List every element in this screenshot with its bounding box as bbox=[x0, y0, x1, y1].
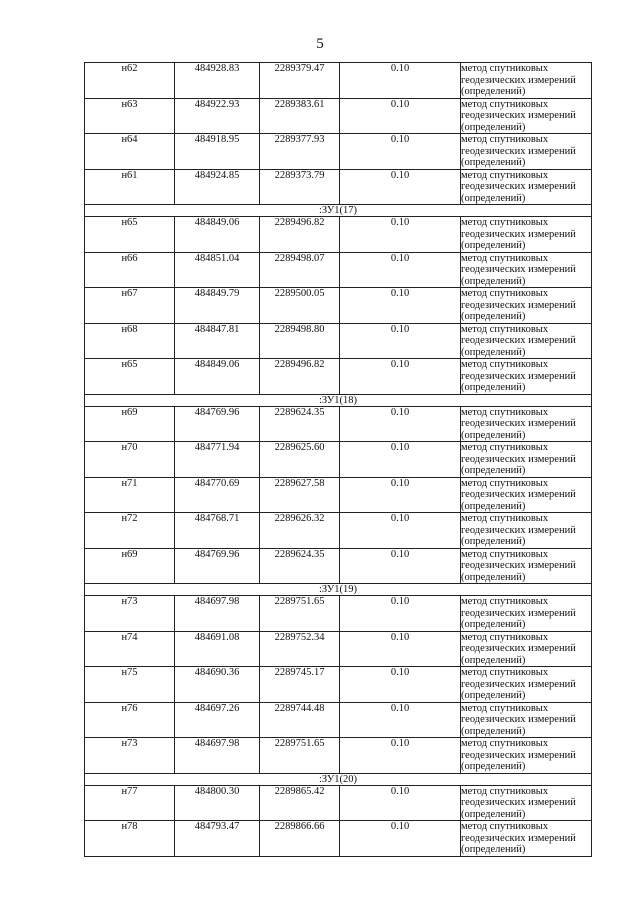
method-cell: метод спутниковых геодезических измерений (определений) bbox=[461, 288, 592, 324]
table-row bbox=[85, 821, 592, 857]
y-coordinate-cell: 2289751.65 bbox=[260, 596, 340, 632]
point-name-cell: н74 bbox=[85, 631, 175, 667]
y-coordinate-cell: 2289500.05 bbox=[260, 288, 340, 324]
y-coordinate-cell: 2289377.93 bbox=[260, 134, 340, 170]
section-header-row bbox=[85, 773, 592, 785]
point-name-cell: н66 bbox=[85, 252, 175, 288]
table-row bbox=[85, 217, 592, 253]
table-row bbox=[85, 548, 592, 584]
y-coordinate-cell: 2289866.66 bbox=[260, 821, 340, 857]
x-coordinate-cell: 484770.69 bbox=[175, 477, 260, 513]
point-name-cell: н61 bbox=[85, 169, 175, 205]
y-coordinate-cell: 2289865.42 bbox=[260, 785, 340, 821]
point-name-cell: н70 bbox=[85, 442, 175, 478]
x-coordinate-cell: 484691.08 bbox=[175, 631, 260, 667]
method-cell: метод спутниковых геодезических измерений (определений) bbox=[461, 63, 592, 99]
table-row bbox=[85, 596, 592, 632]
y-coordinate-cell: 2289496.82 bbox=[260, 359, 340, 395]
point-name-cell: н67 bbox=[85, 288, 175, 324]
accuracy-cell: 0.10 bbox=[340, 785, 461, 821]
y-coordinate-cell: 2289751.65 bbox=[260, 738, 340, 774]
point-name-cell: н68 bbox=[85, 323, 175, 359]
coordinates-table bbox=[84, 62, 592, 857]
accuracy-cell: 0.10 bbox=[340, 442, 461, 478]
section-label: :ЗУ1(19) bbox=[85, 584, 592, 596]
section-header-row bbox=[85, 394, 592, 406]
point-name-cell: н65 bbox=[85, 217, 175, 253]
method-cell: метод спутниковых геодезических измерений (определений) bbox=[461, 442, 592, 478]
point-name-cell: н62 bbox=[85, 63, 175, 99]
method-cell: метод спутниковых геодезических измерений (определений) bbox=[461, 667, 592, 703]
accuracy-cell: 0.10 bbox=[340, 596, 461, 632]
table-row bbox=[85, 738, 592, 774]
x-coordinate-cell: 484771.94 bbox=[175, 442, 260, 478]
x-coordinate-cell: 484922.93 bbox=[175, 98, 260, 134]
y-coordinate-cell: 2289498.07 bbox=[260, 252, 340, 288]
method-cell: метод спутниковых геодезических измерений (определений) bbox=[461, 169, 592, 205]
method-cell: метод спутниковых геодезических измерений (определений) bbox=[461, 548, 592, 584]
x-coordinate-cell: 484769.96 bbox=[175, 548, 260, 584]
point-name-cell: н73 bbox=[85, 596, 175, 632]
point-name-cell: н75 bbox=[85, 667, 175, 703]
point-name-cell: н77 bbox=[85, 785, 175, 821]
method-cell: метод спутниковых геодезических измерений (определений) bbox=[461, 785, 592, 821]
y-coordinate-cell: 2289745.17 bbox=[260, 667, 340, 703]
section-label: :ЗУ1(17) bbox=[85, 205, 592, 217]
accuracy-cell: 0.10 bbox=[340, 169, 461, 205]
accuracy-cell: 0.10 bbox=[340, 548, 461, 584]
accuracy-cell: 0.10 bbox=[340, 406, 461, 442]
x-coordinate-cell: 484690.36 bbox=[175, 667, 260, 703]
table-row bbox=[85, 702, 592, 738]
y-coordinate-cell: 2289373.79 bbox=[260, 169, 340, 205]
y-coordinate-cell: 2289625.60 bbox=[260, 442, 340, 478]
method-cell: метод спутниковых геодезических измерений (определений) bbox=[461, 821, 592, 857]
y-coordinate-cell: 2289498.80 bbox=[260, 323, 340, 359]
accuracy-cell: 0.10 bbox=[340, 98, 461, 134]
table-row bbox=[85, 169, 592, 205]
y-coordinate-cell: 2289379.47 bbox=[260, 63, 340, 99]
table-row bbox=[85, 667, 592, 703]
x-coordinate-cell: 484769.96 bbox=[175, 406, 260, 442]
x-coordinate-cell: 484697.26 bbox=[175, 702, 260, 738]
section-header-row bbox=[85, 205, 592, 217]
accuracy-cell: 0.10 bbox=[340, 631, 461, 667]
x-coordinate-cell: 484849.06 bbox=[175, 217, 260, 253]
accuracy-cell: 0.10 bbox=[340, 667, 461, 703]
section-header-row bbox=[85, 584, 592, 596]
point-name-cell: н69 bbox=[85, 406, 175, 442]
table-row bbox=[85, 98, 592, 134]
accuracy-cell: 0.10 bbox=[340, 702, 461, 738]
y-coordinate-cell: 2289496.82 bbox=[260, 217, 340, 253]
point-name-cell: н76 bbox=[85, 702, 175, 738]
accuracy-cell: 0.10 bbox=[340, 738, 461, 774]
method-cell: метод спутниковых геодезических измерений (определений) bbox=[461, 217, 592, 253]
accuracy-cell: 0.10 bbox=[340, 63, 461, 99]
y-coordinate-cell: 2289627.58 bbox=[260, 477, 340, 513]
table-row bbox=[85, 252, 592, 288]
table-row bbox=[85, 477, 592, 513]
table-row bbox=[85, 513, 592, 549]
table-row bbox=[85, 288, 592, 324]
accuracy-cell: 0.10 bbox=[340, 217, 461, 253]
table-row bbox=[85, 359, 592, 395]
y-coordinate-cell: 2289624.35 bbox=[260, 406, 340, 442]
method-cell: метод спутниковых геодезических измерений (определений) bbox=[461, 323, 592, 359]
accuracy-cell: 0.10 bbox=[340, 477, 461, 513]
section-label: :ЗУ1(18) bbox=[85, 394, 592, 406]
x-coordinate-cell: 484697.98 bbox=[175, 738, 260, 774]
table-row bbox=[85, 406, 592, 442]
accuracy-cell: 0.10 bbox=[340, 359, 461, 395]
method-cell: метод спутниковых геодезических измерений (определений) bbox=[461, 738, 592, 774]
method-cell: метод спутниковых геодезических измерений (определений) bbox=[461, 359, 592, 395]
accuracy-cell: 0.10 bbox=[340, 821, 461, 857]
x-coordinate-cell: 484793.47 bbox=[175, 821, 260, 857]
method-cell: метод спутниковых геодезических измерений (определений) bbox=[461, 596, 592, 632]
y-coordinate-cell: 2289752.34 bbox=[260, 631, 340, 667]
table-row bbox=[85, 631, 592, 667]
point-name-cell: н78 bbox=[85, 821, 175, 857]
point-name-cell: н65 bbox=[85, 359, 175, 395]
x-coordinate-cell: 484918.95 bbox=[175, 134, 260, 170]
y-coordinate-cell: 2289626.32 bbox=[260, 513, 340, 549]
y-coordinate-cell: 2289383.61 bbox=[260, 98, 340, 134]
method-cell: метод спутниковых геодезических измерений (определений) bbox=[461, 406, 592, 442]
table-row bbox=[85, 134, 592, 170]
x-coordinate-cell: 484928.83 bbox=[175, 63, 260, 99]
point-name-cell: н69 bbox=[85, 548, 175, 584]
x-coordinate-cell: 484851.04 bbox=[175, 252, 260, 288]
accuracy-cell: 0.10 bbox=[340, 513, 461, 549]
method-cell: метод спутниковых геодезических измерений (определений) bbox=[461, 513, 592, 549]
method-cell: метод спутниковых геодезических измерений (определений) bbox=[461, 252, 592, 288]
point-name-cell: н71 bbox=[85, 477, 175, 513]
x-coordinate-cell: 484847.81 bbox=[175, 323, 260, 359]
x-coordinate-cell: 484768.71 bbox=[175, 513, 260, 549]
point-name-cell: н73 bbox=[85, 738, 175, 774]
method-cell: метод спутниковых геодезических измерений (определений) bbox=[461, 98, 592, 134]
method-cell: метод спутниковых геодезических измерений (определений) bbox=[461, 477, 592, 513]
point-name-cell: н63 bbox=[85, 98, 175, 134]
y-coordinate-cell: 2289744.48 bbox=[260, 702, 340, 738]
page-number: 5 bbox=[316, 36, 324, 52]
point-name-cell: н64 bbox=[85, 134, 175, 170]
method-cell: метод спутниковых геодезических измерений (определений) bbox=[461, 702, 592, 738]
x-coordinate-cell: 484697.98 bbox=[175, 596, 260, 632]
accuracy-cell: 0.10 bbox=[340, 288, 461, 324]
x-coordinate-cell: 484849.06 bbox=[175, 359, 260, 395]
x-coordinate-cell: 484924.85 bbox=[175, 169, 260, 205]
method-cell: метод спутниковых геодезических измерений (определений) bbox=[461, 631, 592, 667]
x-coordinate-cell: 484800.30 bbox=[175, 785, 260, 821]
table-row bbox=[85, 785, 592, 821]
x-coordinate-cell: 484849.79 bbox=[175, 288, 260, 324]
table-row bbox=[85, 442, 592, 478]
y-coordinate-cell: 2289624.35 bbox=[260, 548, 340, 584]
accuracy-cell: 0.10 bbox=[340, 323, 461, 359]
point-name-cell: н72 bbox=[85, 513, 175, 549]
table-row bbox=[85, 63, 592, 99]
section-label: :ЗУ1(20) bbox=[85, 773, 592, 785]
method-cell: метод спутниковых геодезических измерений (определений) bbox=[461, 134, 592, 170]
coordinates-table-body bbox=[85, 63, 592, 857]
accuracy-cell: 0.10 bbox=[340, 252, 461, 288]
accuracy-cell: 0.10 bbox=[340, 134, 461, 170]
table-row bbox=[85, 323, 592, 359]
